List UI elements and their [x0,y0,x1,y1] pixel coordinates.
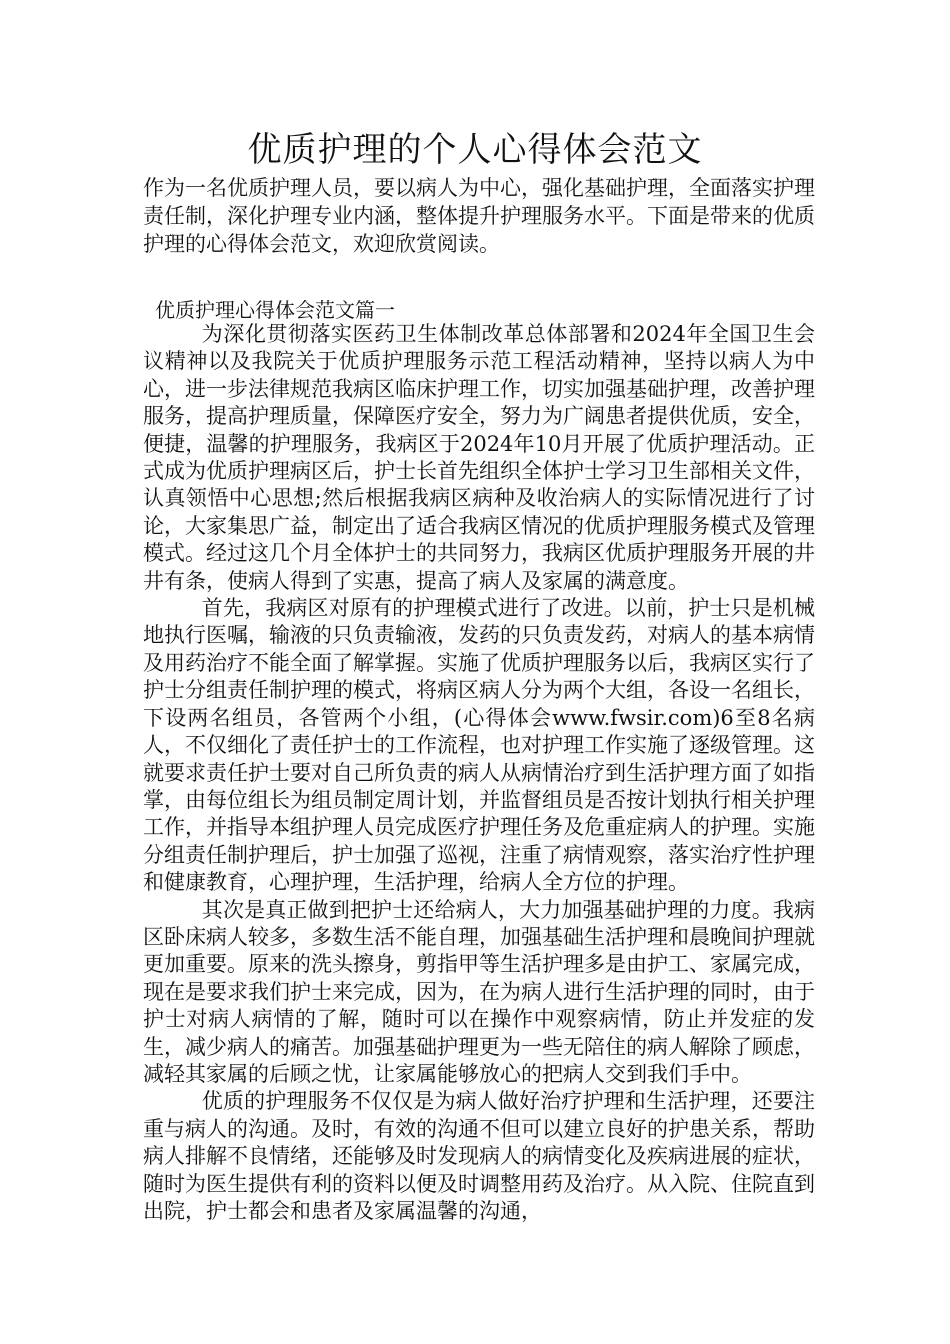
document-title: 优质护理的个人心得体会范文 [247,130,703,170]
body-paragraph: 优质的护理服务不仅仅是为病人做好治疗护理和生活护理，还要注重与病人的沟通。及时，有效的沟通不但可以建立良好的护患关系，帮助病人排解不良情绪，还能够及时发现病人的病情变化及疾病进展的症状，随时为医生提供有利的资料以便及时调整用药及治疗。从入院、住院直到出院，护士都会和患者及家属温馨的沟通， [143,1089,815,1223]
section-heading: 优质护理心得体会范文篇一 [155,298,395,322]
body-paragraph: 其次是真正做到把护士还给病人，大力加强基础护理的力度。我病区卧床病人较多，多数生活不能自理，加强基础生活护理和晨晚间护理就更加重要。原来的洗头擦身，剪指甲等生活护理多是由护工、家属完成，现在是要求我们护士来完成，因为，在为病人进行生活护理的同时，由于护士对病人病情的了解，随时可以在操作中观察病情，防止并发症的发生，减少病人的痛苦。加强基础护理更为一些无陪住的病人解除了顾虑，减轻其家属的后顾之忧，让家属能够放心的把病人交到我们手中。 [143,897,815,1086]
body-text [143,321,815,1225]
body-paragraph: 为深化贯彻落实医药卫生体制改革总体部署和2024年全国卫生会议精神以及我院关于优质护理服务示范工程活动精神，坚持以病人为中心，进一步法律规范我病区临床护理工作，切实加强基础护理，改善护理服务，提高护理质量，保障医疗安全，努力为广阔患者提供优质，安全，便捷，温馨的护理服务，我病区于2024年10月开展了优质护理活动。正式成为优质护理病区后，护士长首先组织全体护士学习卫生部相关文件，认真领悟中心思想;然后根据我病区病种及收治病人的实际情况进行了讨论，大家集思广益，制定出了适合我病区情况的优质护理服务模式及管理模式。经过这几个月全体护士的共同努力，我病区优质护理服务开展的井井有条，使病人得到了实惠，提高了病人及家属的满意度。 [143,322,815,593]
intro-paragraph: 作为一名优质护理人员，要以病人为中心，强化基础护理，全面落实护理责任制，深化护理专业内涵，整体提升护理服务水平。下面是带来的优质护理的心得体会范文，欢迎欣赏阅读。 [143,176,815,256]
body-paragraph: 首先，我病区对原有的护理模式进行了改进。以前，护士只是机械地执行医嘱，输液的只负责输液，发药的只负责发药，对病人的基本病情及用药治疗不能全面了解掌握。实施了优质护理服务以后，我病区实行了护士分组责任制护理的模式，将病区病人分为两个大组，各设一名组长，下设两名组员，各管两个小组，(心得体会www.fwsir.com)6至8名病人，不仅细化了责任护士的工作流程，也对护理工作实施了逐级管理。这就要求责任护士要对自己所负责的病人从病情治疗到生活护理方面了如指掌，由每位组长为组员制定周计划，并监督组员是否按计划执行相关护理工作，并指导本组护理人员完成医疗护理任务及危重症病人的护理。实施分组责任制护理后，护士加强了巡视，注重了病情观察，落实治疗性护理和健康教育，心理护理，生活护理，给病人全方位的护理。 [143,596,815,895]
